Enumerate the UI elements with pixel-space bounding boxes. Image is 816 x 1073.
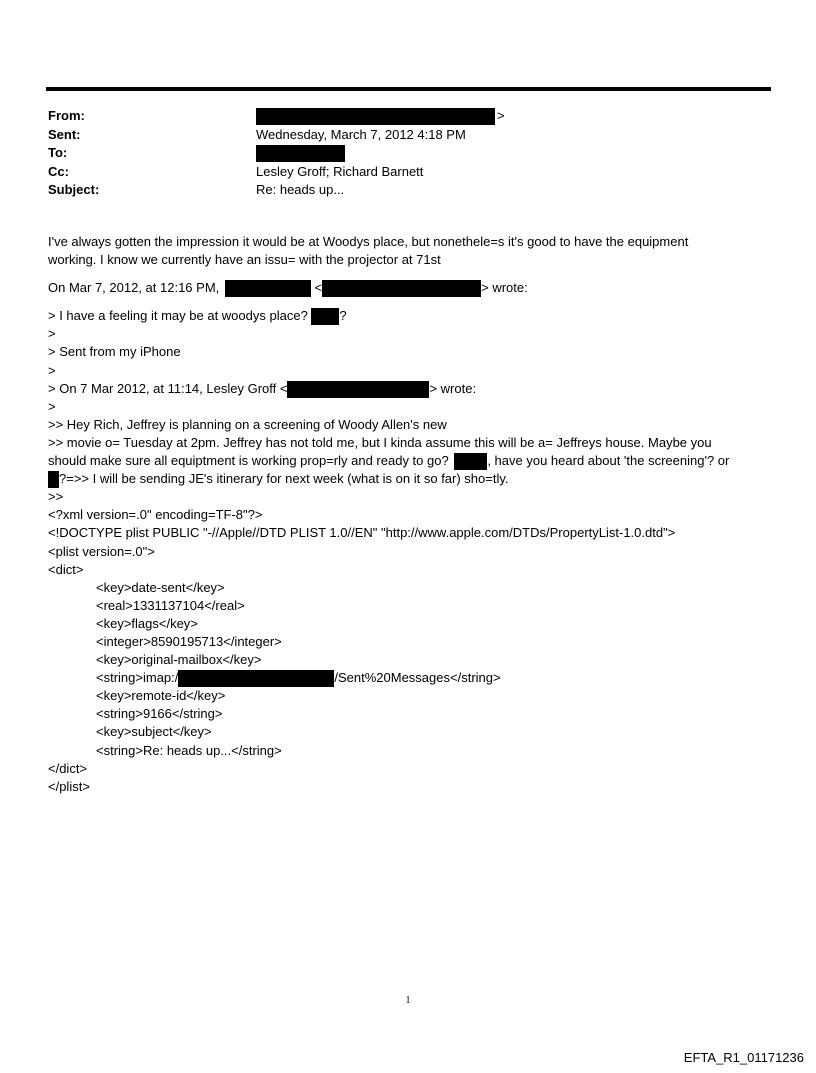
xml-line: <key>remote-id</key> [96,688,226,704]
redaction-block [178,670,334,687]
sent-value: Wednesday, March 7, 2012 4:18 PM [256,126,466,142]
quoted-text: > wrote: [429,380,477,396]
from-label: From: [48,108,85,123]
xml-line: <plist version=.0"> [48,543,155,559]
body-text-line: I've always gotten the impression it would be at Woodys place, but nonethele=s it's good to have the equipment [48,234,689,249]
quoted-line: >> [48,489,64,505]
xml-line: <key>flags</key> [96,615,198,631]
quoted-text: ?=>> I will be sending JE's itinerary for next week (what is on it so far) sho=tly. [59,471,509,487]
xml-line: <real>1331137104</real> [96,597,245,613]
quoted-line: > [48,362,56,378]
from-value [256,107,505,126]
quote-header-prefix: On Mar 7, 2012, at 12:16 PM, [48,280,220,296]
sent-label: Sent: [48,126,81,142]
xml-text: <string>imap:/ [96,670,179,686]
xml-line: <dict> [48,561,84,577]
quote-header-lt: < [314,280,323,296]
quoted-text: > I have a feeling it may be at woodys place? [48,308,308,324]
xml-line: <key>subject</key> [96,724,212,740]
header-rule [46,87,771,91]
from-row [48,107,748,126]
redaction-block [48,471,59,488]
quoted-text: , have you heard about 'the screening'? or [487,453,730,469]
sent-row [48,126,748,145]
quoted-line [48,380,778,398]
redaction-block [454,453,487,470]
xml-line: <key>date-sent</key> [96,579,225,595]
xml-line: <string>9166</string> [96,706,223,722]
xml-line: </dict> [48,760,88,776]
document-id: EFTA_R1_01171236 [683,1050,804,1065]
to-row [48,144,748,163]
quoted-text: should make sure all equiptment is working prop=rly and ready to go? [48,453,449,469]
cc-label: Cc: [48,163,69,179]
quoted-text: > On 7 Mar 2012, at 11:14, Lesley Groff < [48,380,288,396]
quoted-line: > [48,398,56,414]
xml-line: <string>Re: heads up...</string> [96,742,282,758]
redaction-block [256,145,345,162]
quoted-text: ? [339,308,347,324]
quote-header-suffix: > wrote: [481,280,528,296]
xml-text: /Sent%20Messages</string> [334,670,501,686]
cc-row [48,163,748,182]
from-suffix: > [497,108,505,123]
xml-line: <key>original-mailbox</key> [96,652,262,668]
redaction-block [311,308,339,325]
redaction-block [287,381,429,398]
xml-line: <?xml version=.0" encoding=TF-8"?> [48,507,263,523]
xml-line: <integer>8590195713</integer> [96,633,282,649]
cc-value: Lesley Groff; Richard Barnett [256,163,424,179]
subject-value: Re: heads up... [256,182,345,197]
quoted-line [48,470,778,488]
body-text-line: working. I know we currently have an issu= with the projector at 71st [48,252,441,268]
xml-line: </plist> [48,778,90,794]
to-label: To: [48,145,68,160]
quoted-line [48,452,778,470]
quoted-line: >> movie o= Tuesday at 2pm. Jeffrey has not told me, but I kinda assume this will be a= Jeffreys house. Maybe you [48,434,712,450]
quote-header-line [48,279,778,297]
redaction-block [322,280,481,297]
xml-line [48,669,778,687]
quoted-line: > Sent from my iPhone [48,344,181,360]
subject-label: Subject: [48,182,100,197]
quoted-line [48,307,778,325]
subject-row [48,181,748,200]
quoted-line: > [48,326,56,342]
email-body [48,233,778,796]
paragraph-gap [48,297,778,307]
page-number: 1 [405,995,411,1006]
quoted-line: >> Hey Rich, Jeffrey is planning on a screening of Woody Allen's new [48,416,447,432]
to-value [256,144,345,163]
email-header [48,107,748,200]
redaction-block [225,280,311,297]
redaction-block [256,108,495,125]
xml-line: <!DOCTYPE plist PUBLIC "-//Apple//DTD PLIST 1.0//EN" "http://www.apple.com/DTDs/PropertyList-1.0.dtd"> [48,525,676,541]
paragraph-gap [48,269,778,279]
